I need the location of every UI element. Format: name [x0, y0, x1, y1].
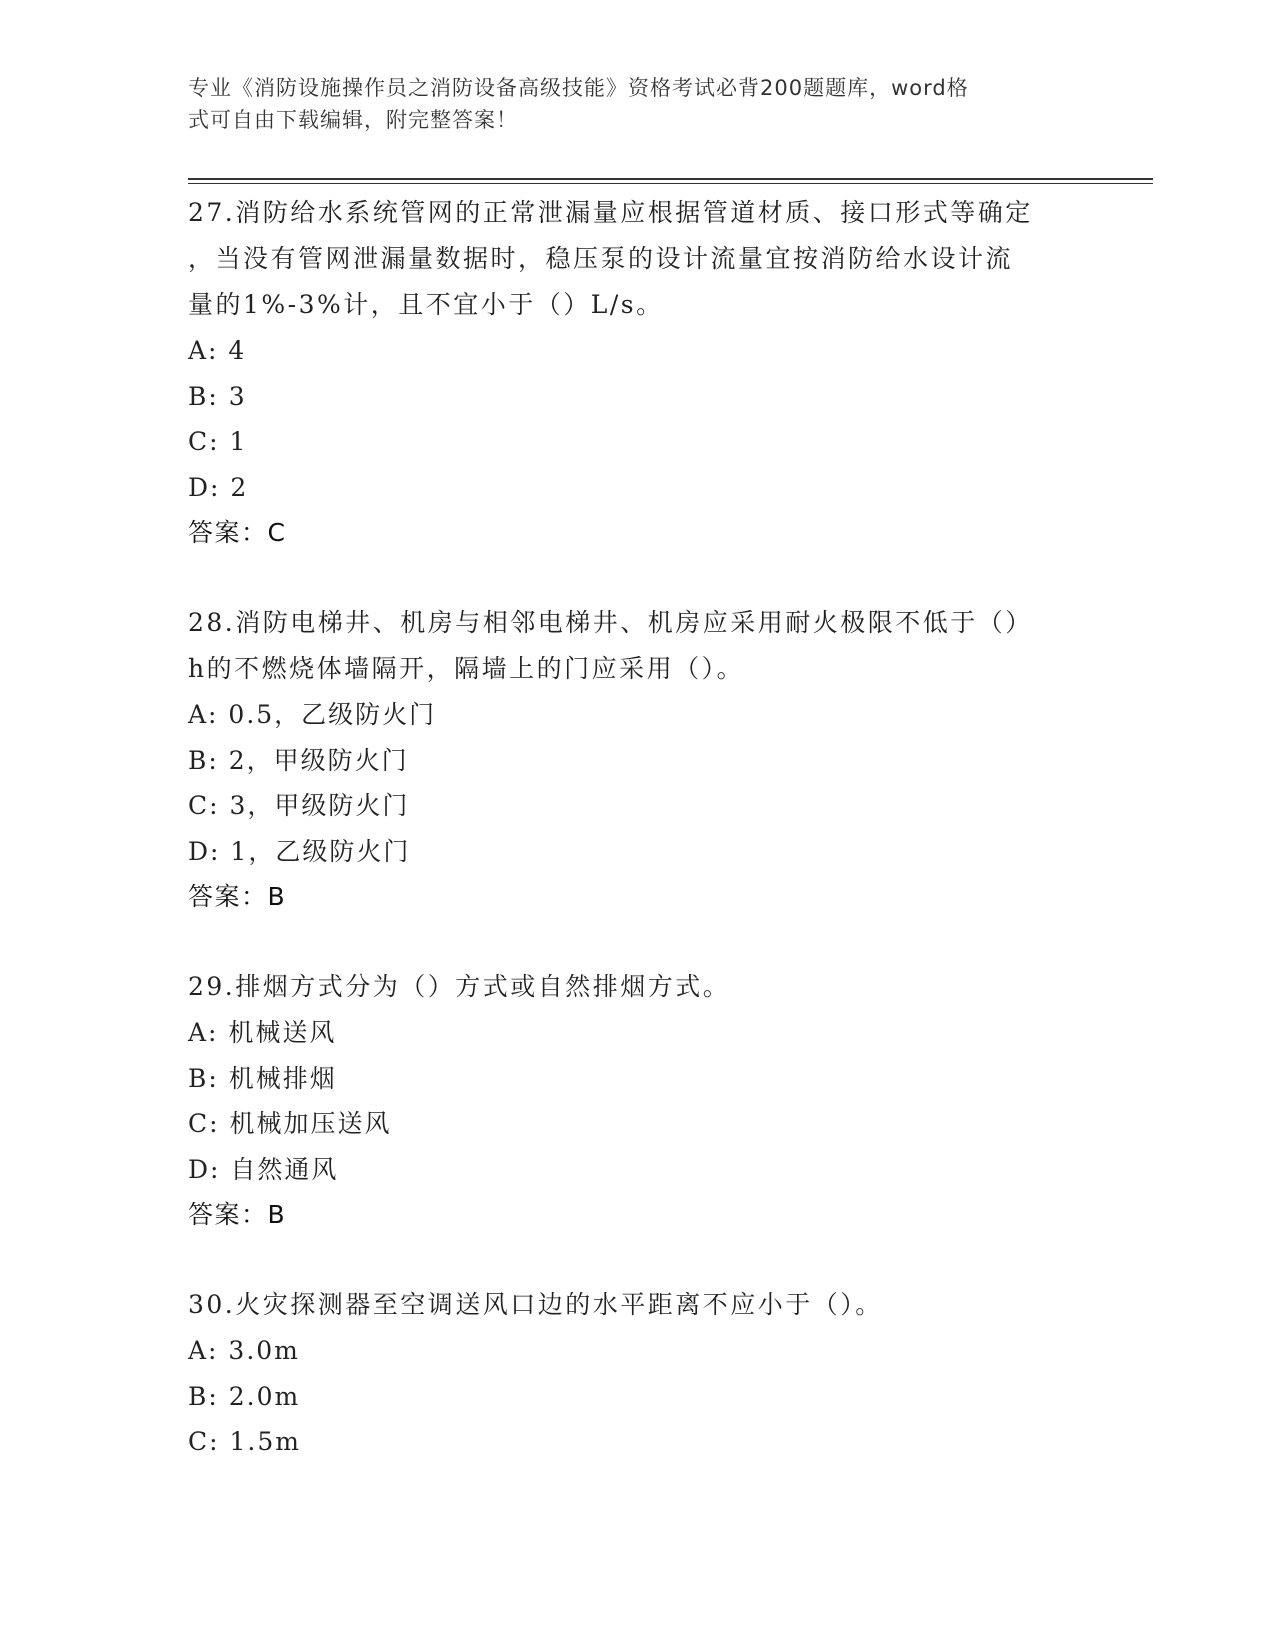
- option-b: B: 机械排烟: [188, 1063, 337, 1093]
- question-stem-line: 28.消防电梯井、机房与相邻电梯井、机房应采用耐火极限不低于（）: [188, 608, 1033, 637]
- question-stem-line: 27.消防给水系统管网的正常泄漏量应根据管道材质、接口形式等确定: [188, 198, 1033, 227]
- option-d: D: 2: [188, 472, 249, 502]
- option-a: A: 0.5，乙级防火门: [188, 700, 437, 729]
- option-a: A: 3.0m: [188, 1336, 300, 1365]
- option-b: B: 2，甲级防火门: [188, 745, 409, 775]
- option-c: C: 机械加压送风: [188, 1109, 392, 1138]
- question-27: [188, 190, 1088, 556]
- question-stem-line: 29.排烟方式分为（）方式或自然排烟方式。: [188, 972, 731, 1001]
- answer-line: 答案：B: [188, 1200, 287, 1229]
- option-d: D: 自然通风: [188, 1154, 339, 1184]
- option-a: A: 4: [188, 336, 247, 365]
- question-29: [188, 964, 1088, 1238]
- option-c: C: 1: [188, 427, 248, 456]
- document-header: [188, 72, 1068, 136]
- question-list: [188, 190, 1088, 1509]
- question-28: [188, 600, 1088, 920]
- question-stem-line: 30.火灾探测器至空调送风口边的水平距离不应小于（）。: [188, 1290, 883, 1319]
- option-c: C: 1.5m: [188, 1427, 301, 1456]
- answer-line: 答案：B: [188, 882, 287, 911]
- header-divider-thick: [188, 178, 1153, 180]
- question-stem-line: ，当没有管网泄漏量数据时，稳压泵的设计流量宜按消防给水设计流: [188, 244, 1014, 273]
- header-divider-thin: [188, 183, 1153, 184]
- question-30: [188, 1282, 1088, 1465]
- option-d: D: 1，乙级防火门: [188, 836, 411, 866]
- question-stem-line: h的不燃烧体墙隔开，隔墙上的门应采用（）。: [188, 654, 745, 683]
- option-b: B: 3: [188, 381, 247, 411]
- option-a: A: 机械送风: [188, 1018, 337, 1047]
- option-c: C: 3，甲级防火门: [188, 791, 410, 820]
- answer-line: 答案：C: [188, 518, 287, 547]
- question-stem-line: 量的1%-3%计，且不宜小于（）L/s。: [188, 290, 664, 319]
- header-line-1: 专业《消防设施操作员之消防设备高级技能》资格考试必背200题题库，word格: [188, 76, 969, 100]
- option-b: B: 2.0m: [188, 1381, 301, 1411]
- header-line-2: 式可自由下载编辑，附完整答案！: [188, 108, 518, 132]
